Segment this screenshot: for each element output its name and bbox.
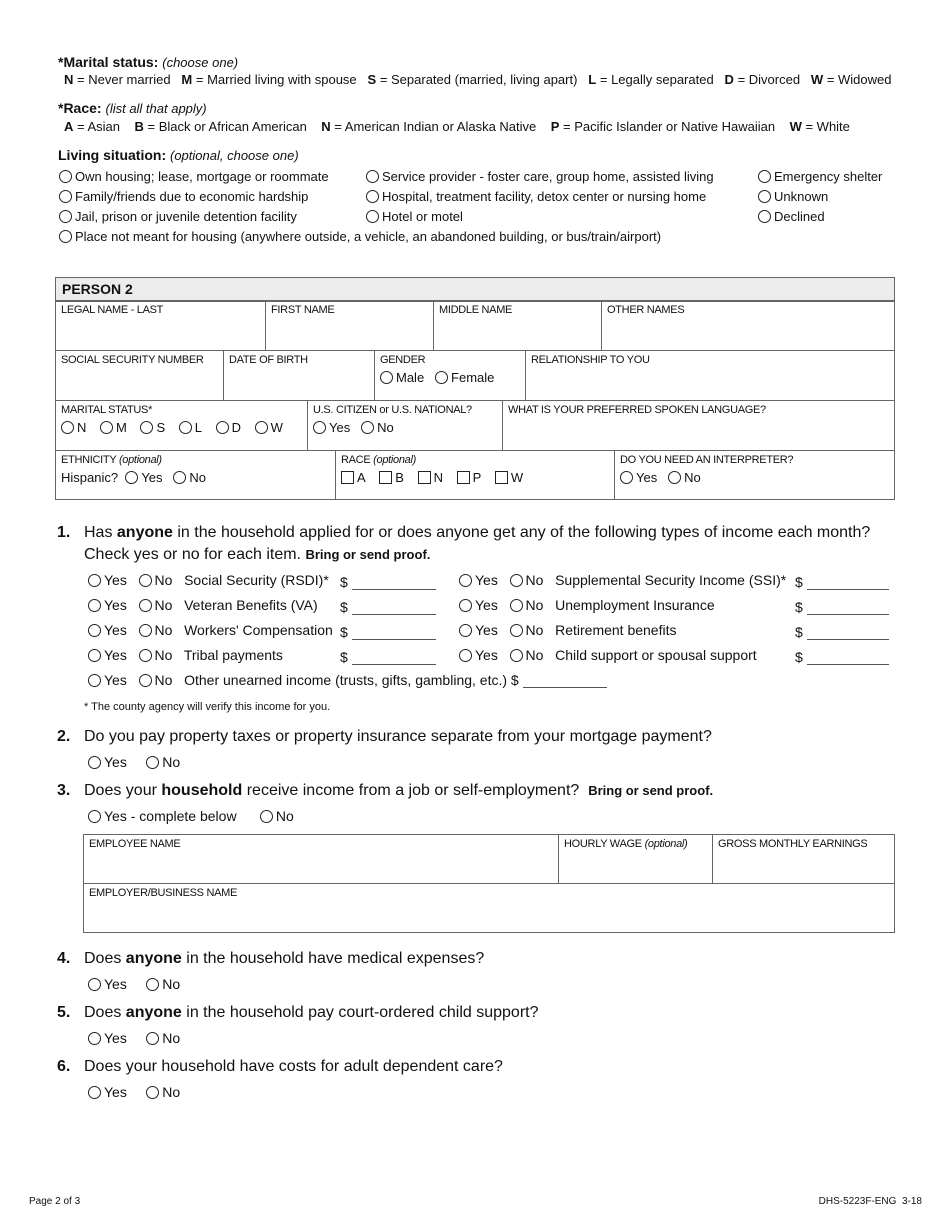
race-n-checkbox[interactable] (418, 471, 431, 484)
page-number: Page 2 of 3 (29, 1196, 81, 1207)
yes-radio[interactable] (88, 649, 101, 662)
marital-status-heading: *Marital status: (choose one) (58, 54, 239, 70)
radio-button[interactable] (366, 170, 379, 183)
living-option[interactable]: Service provider - foster care, group home, assisted living (366, 169, 714, 184)
person2-id-row (55, 350, 895, 401)
ssn-field[interactable]: SOCIAL SECURITY NUMBER (56, 351, 224, 401)
radio-button[interactable] (366, 190, 379, 203)
person2-header: PERSON 2 (56, 278, 895, 302)
citizen-field: U.S. CITIZEN or U.S. NATIONAL? Yes No (308, 401, 503, 451)
income-row: Yes No Supplemental Security Income (SSI)* (459, 572, 786, 588)
yes-radio[interactable] (88, 978, 101, 991)
interpreter-field: DO YOU NEED AN INTERPRETER? Yes No (615, 451, 895, 500)
q1-instruction: Check yes or no for each item. Bring or send proof. (84, 546, 431, 563)
q3-options: Yes - complete below No (88, 808, 294, 824)
amount-field[interactable]: $ (340, 649, 436, 665)
yes-radio[interactable] (88, 756, 101, 769)
gross-monthly-earnings-field[interactable]: GROSS MONTHLY EARNINGS (713, 835, 895, 884)
amount-field[interactable]: $ (795, 624, 889, 640)
marital-status-field: MARITAL STATUS* N M S L D W (56, 401, 308, 451)
interpreter-yes-radio[interactable] (620, 471, 633, 484)
amount-field[interactable]: $ (795, 649, 889, 665)
no-radio[interactable] (139, 624, 152, 637)
gender-male-radio[interactable] (380, 371, 393, 384)
yes-radio[interactable] (88, 1032, 101, 1045)
q4-options: Yes No (88, 976, 180, 992)
q1-text: Has anyone in the household applied for or does anyone get any of the following types of income each month? (84, 524, 871, 541)
no-radio[interactable] (510, 599, 523, 612)
q3-number: 3. (57, 782, 71, 799)
income-row: Yes No Tribal payments (88, 647, 283, 663)
employee-name-field[interactable]: EMPLOYEE NAME (84, 835, 559, 884)
living-option[interactable]: Emergency shelter (758, 169, 882, 184)
marital-l-radio[interactable] (179, 421, 192, 434)
living-option[interactable]: Place not meant for housing (anywhere outside, a vehicle, an abandoned building, or bus/train/airport) (59, 229, 661, 244)
radio-button[interactable] (758, 170, 771, 183)
living-option[interactable]: Jail, prison or juvenile detention facility (59, 209, 297, 224)
income-row: Yes No Social Security (RSDI)* (88, 572, 329, 588)
citizen-yes-radio[interactable] (313, 421, 326, 434)
no-radio[interactable] (146, 1032, 159, 1045)
income-row: Yes No Unemployment Insurance (459, 597, 715, 613)
q6-text: Does your household have costs for adult dependent care? (84, 1058, 503, 1075)
amount-field[interactable]: $ (340, 599, 436, 615)
hispanic-no-radio[interactable] (173, 471, 186, 484)
q6-options: Yes No (88, 1084, 180, 1100)
person2-table (55, 277, 895, 302)
citizen-no-radio[interactable] (361, 421, 374, 434)
q2-options: Yes No (88, 754, 180, 770)
first-name-field[interactable]: FIRST NAME (266, 301, 434, 351)
no-radio[interactable] (260, 810, 273, 823)
race-heading: *Race: (list all that apply) (58, 100, 207, 116)
employment-table (83, 834, 895, 933)
income-row: Yes No Retirement benefits (459, 622, 677, 638)
radio-button[interactable] (366, 210, 379, 223)
race-field: RACE (optional) A B N P W (336, 451, 615, 500)
yes-radio[interactable] (459, 649, 472, 662)
radio-button[interactable] (59, 170, 72, 183)
hourly-wage-field[interactable]: HOURLY WAGE (optional) (559, 835, 713, 884)
no-radio[interactable] (146, 978, 159, 991)
amount-field[interactable]: $ (795, 574, 889, 590)
yes-radio[interactable] (459, 574, 472, 587)
interpreter-no-radio[interactable] (668, 471, 681, 484)
race-p-checkbox[interactable] (457, 471, 470, 484)
marital-n-radio[interactable] (61, 421, 74, 434)
yes-radio[interactable] (459, 624, 472, 637)
race-w-checkbox[interactable] (495, 471, 508, 484)
race-legend: A = Asian B = Black or African American N = American Indian or Alaska Native P = Pacific Islander or Native Hawaiian W = White (64, 119, 850, 134)
radio-button[interactable] (59, 190, 72, 203)
income-row: Yes No Veteran Benefits (VA) (88, 597, 318, 613)
person2-ethnicity-row (55, 450, 895, 500)
no-radio[interactable] (139, 649, 152, 662)
marital-status-legend: N = Never married M = Married living with spouse S = Separated (married, living apart) L = Legally separated D = Divorced W = Widowed (64, 72, 892, 87)
income-row: Yes No Child support or spousal support (459, 647, 757, 663)
person2-names-row (55, 300, 895, 351)
radio-button[interactable] (59, 210, 72, 223)
person2-status-row (55, 400, 895, 451)
radio-button[interactable] (59, 230, 72, 243)
q4-text: Does anyone in the household have medical expenses? (84, 950, 485, 967)
marital-d-radio[interactable] (216, 421, 229, 434)
radio-button[interactable] (758, 210, 771, 223)
no-radio[interactable] (146, 756, 159, 769)
q1-note: * The county agency will verify this income for you. (84, 701, 331, 713)
ethnicity-field: ETHNICITY (optional) Hispanic? Yes No (56, 451, 336, 500)
living-option[interactable]: Hospital, treatment facility, detox center or nursing home (366, 189, 706, 204)
no-radio[interactable] (510, 574, 523, 587)
no-radio[interactable] (510, 649, 523, 662)
employer-name-field[interactable]: EMPLOYER/BUSINESS NAME (84, 884, 895, 933)
yes-radio[interactable] (88, 574, 101, 587)
no-radio[interactable] (139, 674, 152, 687)
no-radio[interactable] (510, 624, 523, 637)
other-names-field[interactable]: OTHER NAMES (602, 301, 895, 351)
marital-s-radio[interactable] (140, 421, 153, 434)
race-a-checkbox[interactable] (341, 471, 354, 484)
dob-field[interactable]: DATE OF BIRTH (224, 351, 375, 401)
marital-w-radio[interactable] (255, 421, 268, 434)
yes-radio[interactable] (88, 599, 101, 612)
relationship-field[interactable]: RELATIONSHIP TO YOU (526, 351, 895, 401)
amount-field[interactable] (523, 673, 607, 688)
yes-radio[interactable] (459, 599, 472, 612)
living-situation-heading: Living situation: (optional, choose one) (58, 147, 299, 163)
living-option[interactable]: Declined (758, 209, 825, 224)
income-row-other: Yes No Other unearned income (trusts, gifts, gambling, etc.) $ (88, 672, 607, 688)
no-radio[interactable] (139, 574, 152, 587)
living-option[interactable]: Unknown (758, 189, 828, 204)
form-code: DHS-5223F-ENG 3-18 (818, 1196, 922, 1207)
q6-number: 6. (57, 1058, 71, 1075)
yes-radio[interactable] (88, 1086, 101, 1099)
race-b-checkbox[interactable] (379, 471, 392, 484)
yes-radio[interactable] (88, 624, 101, 637)
no-radio[interactable] (146, 1086, 159, 1099)
hispanic-yes-radio[interactable] (125, 471, 138, 484)
language-field[interactable]: WHAT IS YOUR PREFERRED SPOKEN LANGUAGE? (503, 401, 895, 451)
q5-number: 5. (57, 1004, 71, 1021)
amount-field[interactable]: $ (340, 624, 436, 640)
living-option[interactable]: Own housing; lease, mortgage or roommate (59, 169, 329, 184)
legal-last-name-field[interactable]: LEGAL NAME - LAST (56, 301, 266, 351)
middle-name-field[interactable]: MIDDLE NAME (434, 301, 602, 351)
amount-field[interactable]: $ (340, 574, 436, 590)
q1-number: 1. (57, 524, 71, 541)
radio-button[interactable] (758, 190, 771, 203)
gender-field: GENDER Male Female (375, 351, 526, 401)
q5-text: Does anyone in the household pay court-ordered child support? (84, 1004, 539, 1021)
gender-female-radio[interactable] (435, 371, 448, 384)
living-option[interactable]: Hotel or motel (366, 209, 463, 224)
income-row: Yes No Workers' Compensation (88, 622, 333, 638)
q3-text: Does your household receive income from a job or self-employment? Bring or send proof. (84, 782, 714, 799)
q2-text: Do you pay property taxes or property insurance separate from your mortgage payment? (84, 728, 712, 745)
yes-radio[interactable] (88, 810, 101, 823)
living-option[interactable]: Family/friends due to economic hardship (59, 189, 308, 204)
q4-number: 4. (57, 950, 71, 967)
amount-field[interactable]: $ (795, 599, 889, 615)
yes-radio[interactable] (88, 674, 101, 687)
q2-number: 2. (57, 728, 71, 745)
no-radio[interactable] (139, 599, 152, 612)
marital-m-radio[interactable] (100, 421, 113, 434)
q5-options: Yes No (88, 1030, 180, 1046)
